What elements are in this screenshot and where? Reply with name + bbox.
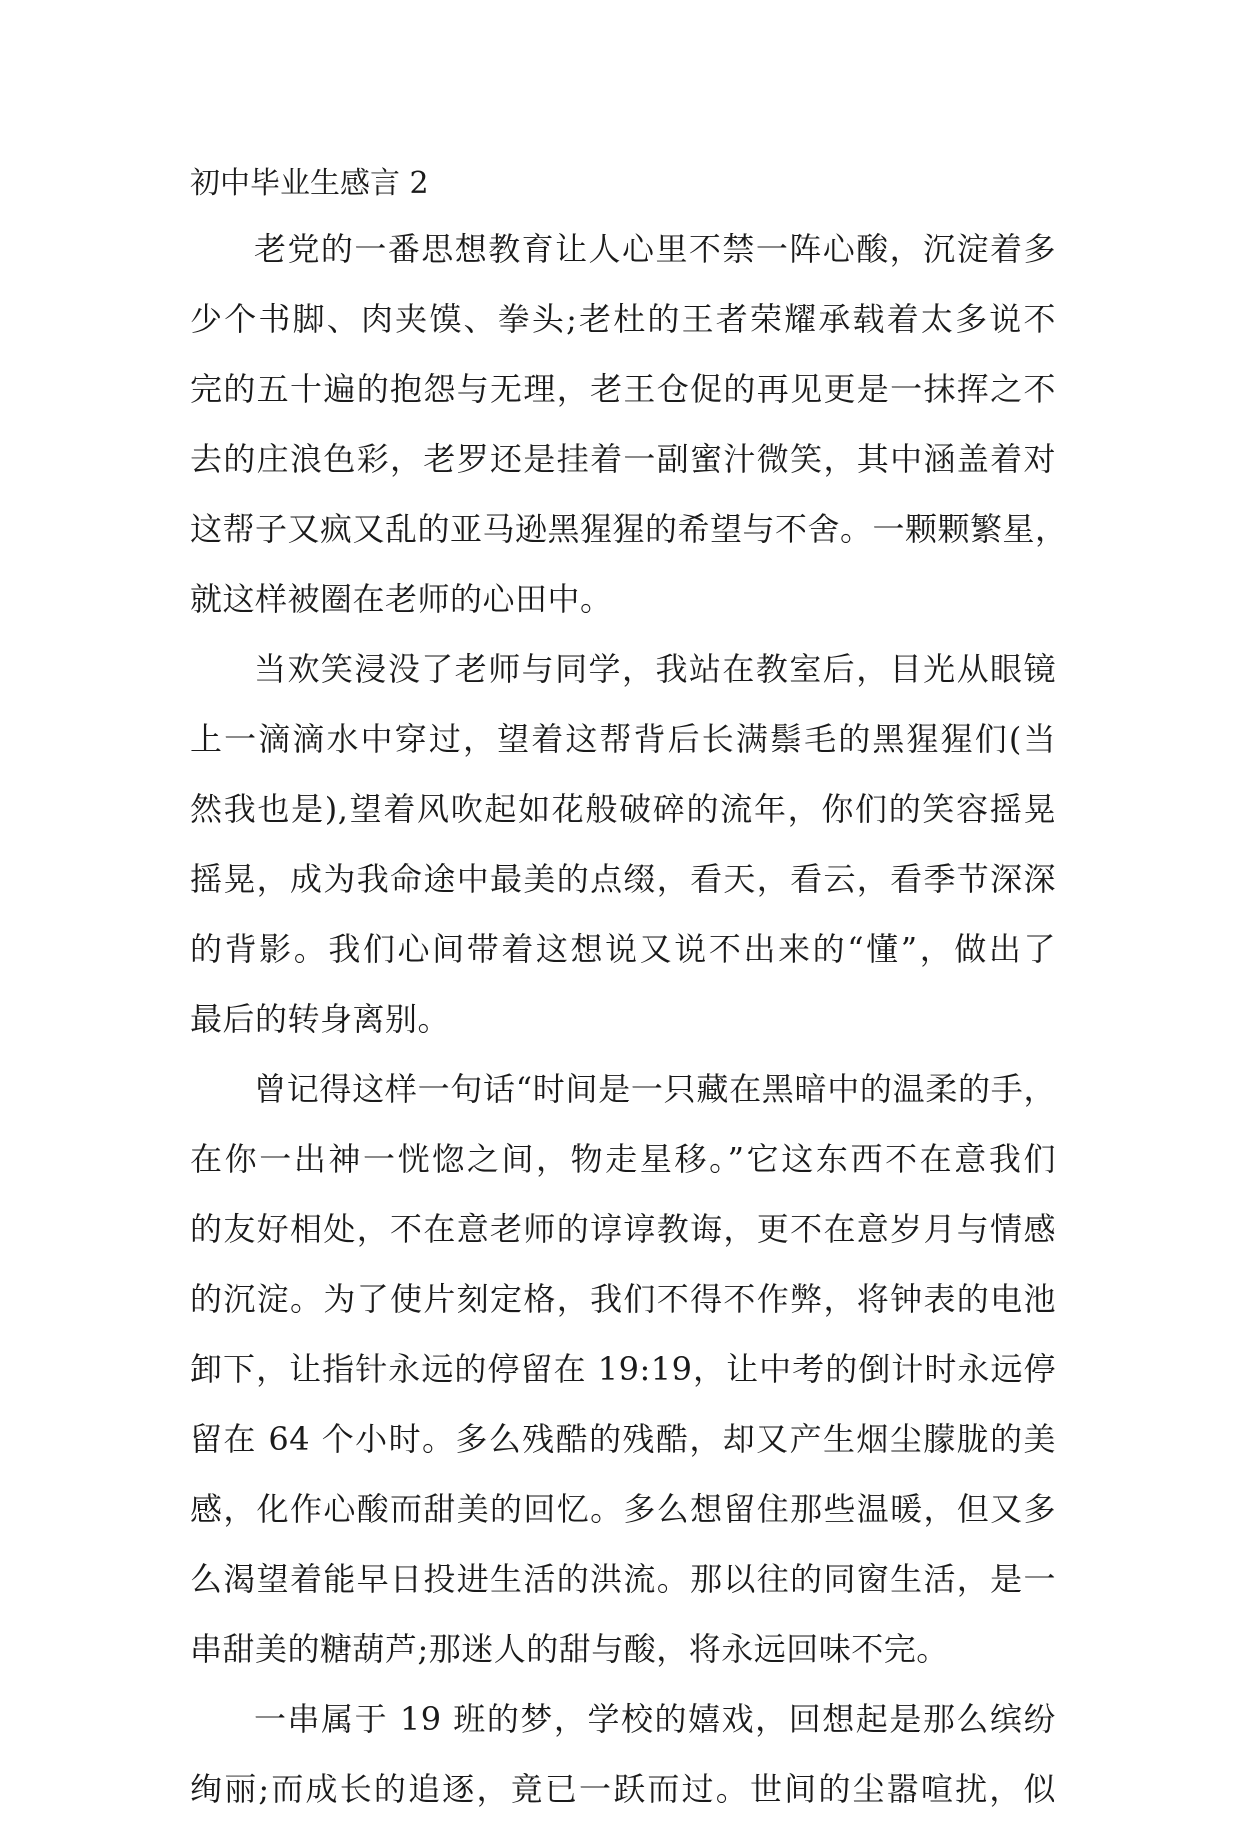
text-line: 上一滴滴水中穿过，望着这帮背后长满鬃毛的黑猩猩们(当 [190, 720, 1056, 758]
text-line: 然我也是),望着风吹起如花般破碎的流年，你们的笑容摇晃 [190, 790, 1056, 828]
document-body [190, 154, 1068, 1824]
text-line: 卸下，让指针永远的停留在 19:19，让中考的倒计时永远停 [190, 1350, 1056, 1388]
text-line: 绚丽;而成长的追逐，竟已一跃而过。世间的尘嚣喧扰，似 [190, 1770, 1056, 1808]
text-line: 么渴望着能早日投进生活的洪流。那以往的同窗生活，是一 [190, 1560, 1056, 1598]
paragraph [190, 214, 1068, 634]
text-line: 的沉淀。为了使片刻定格，我们不得不作弊，将钟表的电池 [190, 1280, 1056, 1318]
text-line: 去的庄浪色彩，老罗还是挂着一副蜜汁微笑，其中涵盖着对 [190, 440, 1056, 478]
text-line: 的背影。我们心间带着这想说又说不出来的“懂”，做出了 [190, 930, 1056, 968]
text-line: 一串属于 19 班的梦，学校的嬉戏，回想起是那么缤纷 [254, 1700, 1056, 1738]
text-line: 在你一出神一恍惚之间，物走星移。”它这东西不在意我们 [190, 1140, 1056, 1178]
text-line: 的友好相处，不在意老师的谆谆教诲，更不在意岁月与情感 [190, 1210, 1056, 1248]
text-line: 少个书脚、肉夹馍、拳头;老杜的王者荣耀承载着太多说不 [190, 300, 1056, 338]
text-line: 串甜美的糖葫芦;那迷人的甜与酸，将永远回味不完。 [190, 1630, 949, 1668]
paragraph [190, 1054, 1056, 1684]
text-line: 完的五十遍的抱怨与无理，老王仓促的再见更是一抹挥之不 [190, 370, 1056, 408]
text-line: 感，化作心酸而甜美的回忆。多么想留住那些温暖，但又多 [190, 1490, 1056, 1528]
text-line: 曾记得这样一句话“时间是一只藏在黑暗中的温柔的手， [254, 1070, 1056, 1108]
paragraph [190, 634, 1056, 1054]
text-line: 摇晃，成为我命途中最美的点缀，看天，看云，看季节深深 [190, 860, 1056, 898]
text-line: 老党的一番思想教育让人心里不禁一阵心酸，沉淀着多 [254, 230, 1056, 268]
document-title: 初中毕业生感言 2 [190, 166, 429, 201]
paragraph [190, 1684, 1056, 1824]
text-line: 最后的转身离别。 [190, 1000, 451, 1038]
text-line: 就这样被圈在老师的心田中。 [190, 580, 613, 618]
text-line: 这帮子又疯又乱的亚马逊黑猩猩的希望与不舍。一颗颗繁星， [190, 510, 1068, 548]
text-line: 留在 64 个小时。多么残酷的残酷，却又产生烟尘朦胧的美 [190, 1420, 1056, 1458]
text-line: 当欢笑浸没了老师与同学，我站在教室后，目光从眼镜 [254, 650, 1056, 688]
